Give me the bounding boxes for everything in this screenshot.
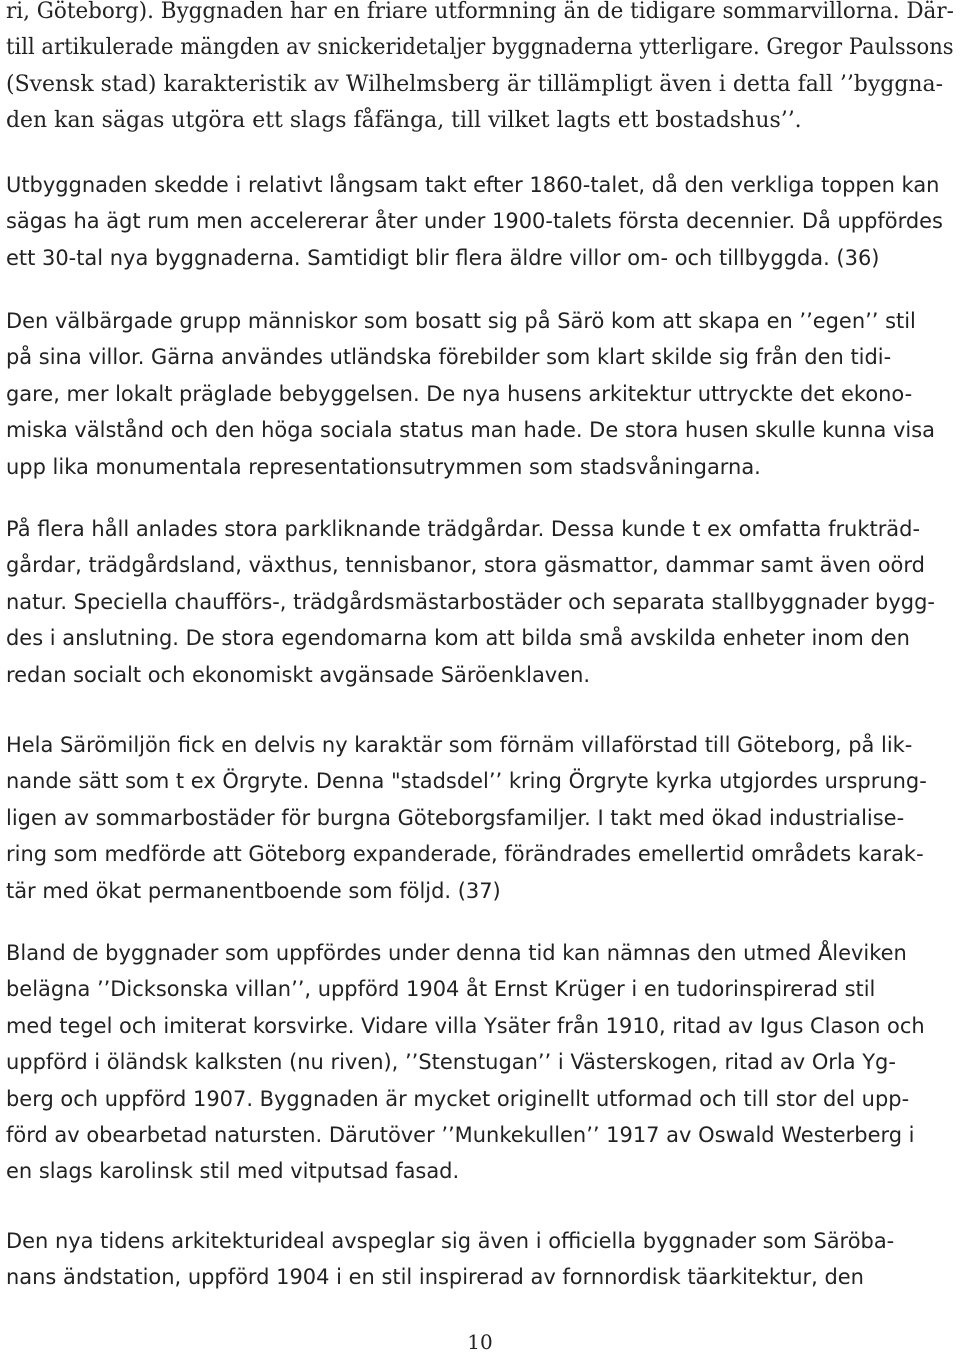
paragraph-1 xyxy=(6,0,956,140)
text-line: Bland de byggnader som uppfördes under denna tid kan nämnas den utmed Åleviken xyxy=(6,941,907,965)
paragraph-6 xyxy=(6,935,956,1190)
text-line: Den välbärgade grupp människor som bosatt sig på Särö kom att skapa en ’’egen’’ stil xyxy=(6,309,916,333)
text-line: med tegel och imiterat korsvirke. Vidare villa Ysäter från 1910, ritad av Igus Clason och xyxy=(6,1013,925,1038)
paragraph-2 xyxy=(6,167,956,276)
text-line: på sina villor. Gärna användes utländska förebilder som klart skilde sig från den tidi- xyxy=(6,345,892,370)
text-line: gårdar, trädgårdsland, växthus, tennisbanor, stora gäsmattor, dammar samt även oörd xyxy=(6,553,925,578)
text-line: upp lika monumentala representationsutrymmen som stadsvåningarna. xyxy=(6,454,761,479)
text-line: berg och uppförd 1907. Byggnaden är mycket originellt utformad och till stor del upp- xyxy=(6,1086,910,1111)
text-line: uppförd i öländsk kalksten (nu riven), ’’Stenstugan’’ i Västerskogen, ritad av Orla Yg- xyxy=(6,1050,896,1075)
paragraph-4 xyxy=(6,511,956,693)
paragraph-7 xyxy=(6,1223,956,1296)
paragraph-5 xyxy=(6,727,956,909)
text-line: tär med ökat permanentboende som följd. (37) xyxy=(6,878,501,903)
text-line: ligen av sommarbostäder för burgna Göteborgsfamiljer. I takt med ökad industrialise- xyxy=(6,805,905,830)
text-line: till artikulerade mängden av snickeridetaljer byggnaderna ytterligare. Gregor Paulssons xyxy=(6,35,954,61)
text-line: des i anslutning. De stora egendomarna kom att bilda små avskilda enheter inom den xyxy=(6,626,910,651)
text-line: sägas ha ägt rum men accelererar åter under 1900-talets första decennier. Då uppfördes xyxy=(6,209,943,234)
text-line: gare, mer lokalt präglade bebyggelsen. De nya husens arkitektur uttryckte det ekono- xyxy=(6,381,913,406)
page-number: 10 xyxy=(467,1330,493,1354)
text-line: nans ändstation, uppförd 1904 i en stil inspirerad av fornnordisk täarkitektur, den xyxy=(6,1265,864,1290)
text-line: nande sätt som t ex Örgryte. Denna "stadsdel’’ kring Örgryte kyrka utgjordes ursprung- xyxy=(6,769,927,794)
text-line: miska välstånd och den höga sociala status man hade. De stora husen skulle kunna visa xyxy=(6,418,935,443)
text-line: Utbyggnaden skedde i relativt långsam takt efter 1860-talet, då den verkliga toppen kan xyxy=(6,173,940,197)
text-line: natur. Speciella chaufförs-, trädgårdsmästarbostäder och separata stallbyggnader bygg- xyxy=(6,589,935,614)
text-line: den kan sägas utgöra ett slags fåfänga, till vilket lagts ett bostadshus’’. xyxy=(6,108,802,134)
text-line: Hela Särömiljön fick en delvis ny karaktär som förnäm villaförstad till Göteborg, på lik- xyxy=(6,733,913,757)
paragraph-3 xyxy=(6,303,956,485)
text-line: ett 30-tal nya byggnaderna. Samtidigt blir flera äldre villor om- och tillbyggda. (36) xyxy=(6,245,880,270)
text-line: belägna ’’Dicksonska villan’’, uppförd 1904 åt Ernst Krüger i en tudorinspirerad stil xyxy=(6,977,876,1002)
text-line: (Svensk stad) karakteristik av Wilhelmsberg är tillämpligt även i detta fall ’’byggna- xyxy=(6,71,944,97)
text-line: förd av obearbetad natursten. Därutöver ’’Munkekullen’’ 1917 av Oswald Westerberg i xyxy=(6,1122,915,1147)
text-line: På flera håll anlades stora parkliknande trädgårdar. Dessa kunde t ex omfatta frukträd- xyxy=(6,517,921,541)
text-line: en slags karolinsk stil med vitputsad fasad. xyxy=(6,1159,460,1184)
text-line: ring som medförde att Göteborg expanderade, förändrades emellertid områdets karak- xyxy=(6,842,924,867)
text-line: redan socialt och ekonomiskt avgänsade Säröenklaven. xyxy=(6,662,591,687)
text-line: Den nya tidens arkitekturideal avspeglar sig även i officiella byggnader som Säröba- xyxy=(6,1229,895,1253)
text-line: ri, Göteborg). Byggnaden har en friare utformning än de tidigare sommarvillorna. Där- xyxy=(6,0,954,24)
